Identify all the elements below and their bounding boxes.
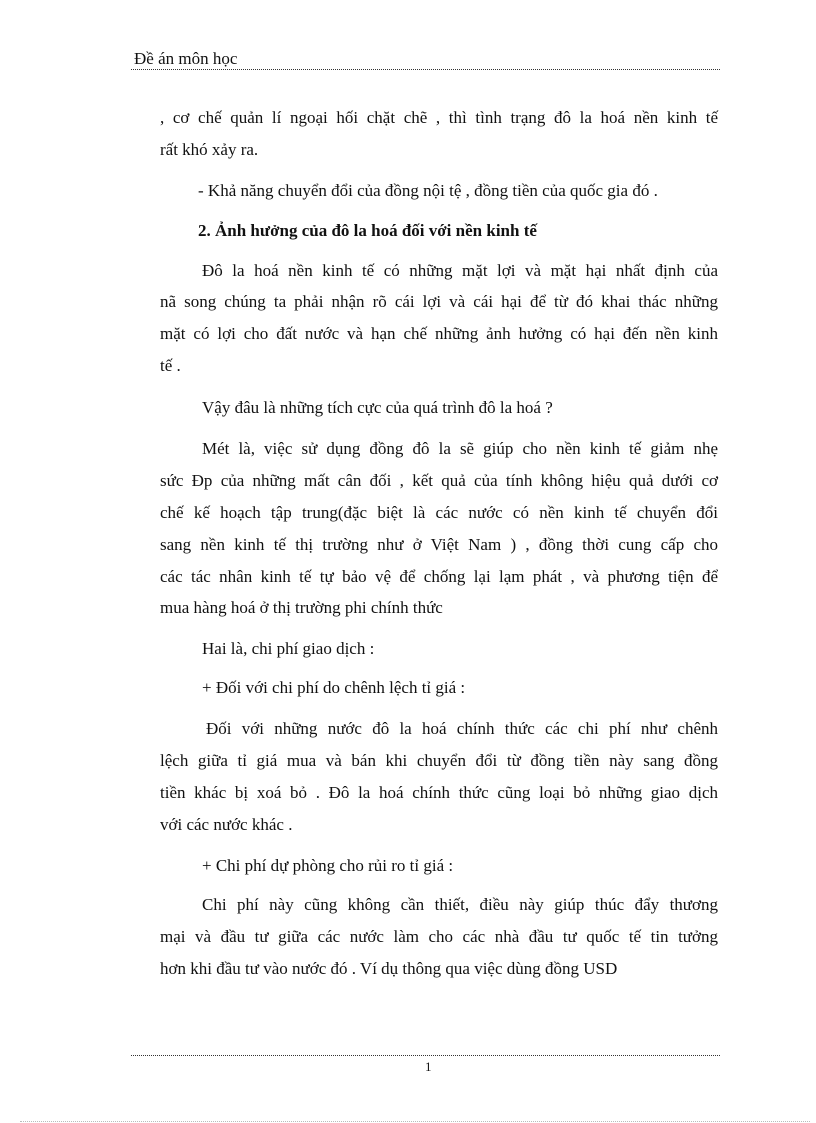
page-number: 1 — [425, 1059, 432, 1074]
text-line: tế . — [160, 356, 181, 375]
page-header — [131, 47, 720, 70]
text-line: Đô la hoá nền kinh tế có những mặt lợi và mặt hại nhất định của — [202, 261, 718, 280]
text-line: nã song chúng ta phải nhận rõ cái lợi và cái hại để từ đó khai thác những — [160, 292, 718, 311]
section-heading: 2. Ảnh hưởng của đô la hoá đối với nền kinh tế — [198, 221, 537, 240]
page-bottom-divider — [20, 1121, 810, 1122]
text-line: rất khó xảy ra. — [160, 140, 259, 159]
text-line: chế kế hoạch tập trung(đặc biệt là các nước có nền kinh tế chuyển đổi — [160, 503, 718, 522]
text-line: , cơ chế quản lí ngoại hối chặt chẽ , thì tình trạng đô la hoá nền kinh tế — [160, 108, 718, 127]
text-line: + Chi phí dự phòng cho rủi ro tỉ giá : — [202, 856, 454, 875]
text-line: tiền khác bị xoá bỏ . Đô la hoá chính thức cũng loại bỏ những giao dịch — [160, 783, 718, 802]
text-line: sức Ðp của những mất cân đối , kết quả của tính không hiệu quả dưới cơ — [160, 471, 718, 490]
text-line: hơn khi đầu tư vào nước đó . Ví dụ thông qua việc dùng đồng USD — [160, 959, 618, 978]
text-line: mại và đầu tư giữa các nước làm cho các nhà đầu tư quốc tế tin tưởng — [160, 927, 718, 946]
text-line: Hai là, chi phí giao dịch : — [202, 639, 375, 658]
text-line: lệch giữa tỉ giá mua và bán khi chuyển đổi từ đồng tiền này sang đồng — [160, 751, 718, 770]
text-line: sang nền kinh tế thị trường như ở Việt Nam ) , đồng thời cung cấp cho — [160, 535, 718, 554]
text-line: mặt có lợi cho đất nước và hạn chế những ảnh hưởng có hại đến nền kinh — [160, 324, 718, 343]
text-line: với các nước khác . — [160, 815, 293, 834]
text-line: Chi phí này cũng không cần thiết, điều này giúp thúc đẩy thương — [202, 895, 718, 914]
text-line: Mét là, việc sử dụng đồng đô la sẽ giúp cho nền kinh tế giảm nhẹ — [202, 439, 718, 458]
text-line: Vậy đâu là những tích cực của quá trình đô la hoá ? — [202, 398, 553, 417]
text-line: Đối với những nước đô la hoá chính thức các chi phí như chênh — [206, 719, 718, 738]
text-line: + Đối với chi phí do chênh lệch tỉ giá : — [202, 678, 466, 697]
text-line: các tác nhân kinh tế tự bảo vệ để chống lại lạm phát , và phương tiện để — [160, 567, 718, 586]
text-line: mua hàng hoá ở thị trường phi chính thức — [160, 598, 443, 617]
footer-divider — [131, 1055, 720, 1056]
header-title: Đề án môn học — [134, 49, 238, 68]
bullet-line: - Khả năng chuyển đổi của đồng nội tệ , đồng tiền của quốc gia đó . — [198, 181, 658, 200]
